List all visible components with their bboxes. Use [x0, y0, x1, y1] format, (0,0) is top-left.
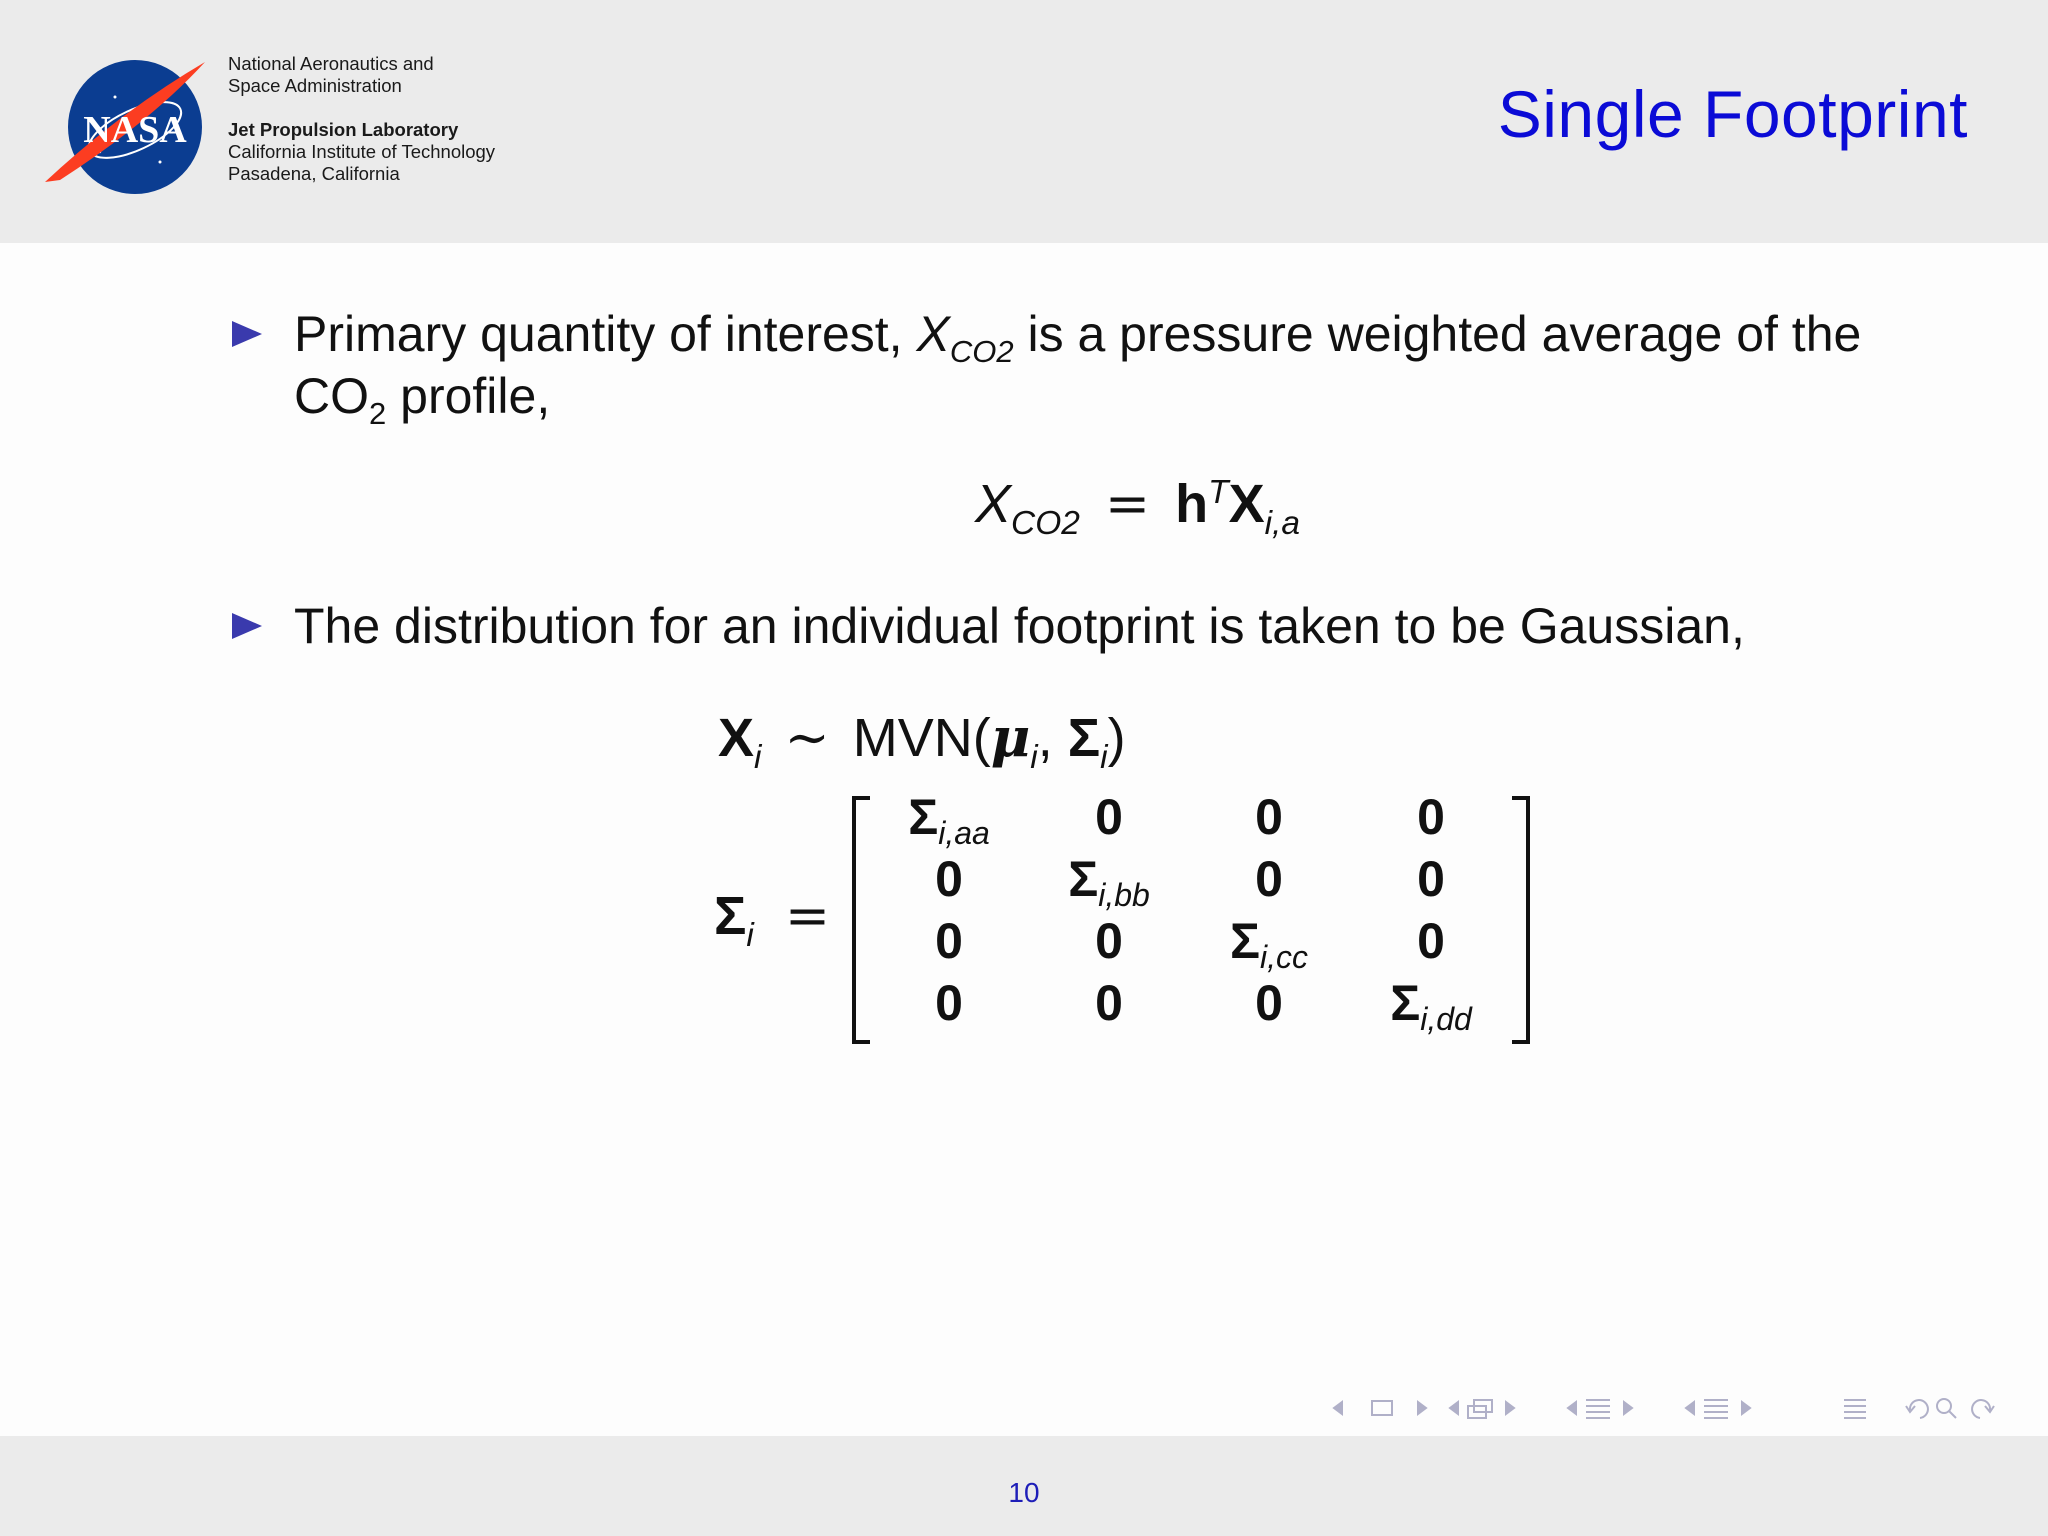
- matrix-right-bracket: [1512, 796, 1530, 1044]
- lab-location: Pasadena, California: [228, 163, 400, 184]
- distribution-equation: $X_i$ ∼ $MVN(\mu_i$, $\Sigma_i$): [718, 705, 1126, 776]
- undo-icon[interactable]: [1972, 1400, 1994, 1418]
- page-number: 10: [1008, 1477, 1040, 1508]
- bullet-2-text: The distribution for an individual footprint is taken to be Gaussian,: [294, 598, 1745, 654]
- matrix-zero-cell: 0: [935, 975, 963, 1031]
- matrix-diag-cell: $\Sigma_{i,cc}$: [1229, 913, 1308, 975]
- org-name-line1: National Aeronautics and: [228, 53, 434, 74]
- matrix-left-bracket: [852, 796, 870, 1044]
- matrix-zero-cell: 0: [1417, 851, 1445, 907]
- matrix-zero-cell: 0: [935, 851, 963, 907]
- toc-icon[interactable]: [1844, 1400, 1866, 1418]
- matrix-zero-cell: 0: [1095, 975, 1123, 1031]
- sigma-lhs: $\Sigma_i$ =: [714, 884, 831, 954]
- matrix-diag-cell: $\Sigma_{i,bb}$: [1068, 851, 1150, 913]
- nav-left-icon[interactable]: [1334, 1402, 1342, 1414]
- matrix-zero-cell: 0: [1095, 789, 1123, 845]
- bullet-1-line1: Primary quantity of interest, $X_{CO2}$ is a pressure weighted average of the: [294, 306, 1862, 369]
- appendix-icon[interactable]: [1686, 1400, 1750, 1418]
- org-name-line2: Space Administration: [228, 75, 402, 96]
- slide-header: [0, 0, 2048, 243]
- beamer-nav-bar: [1330, 1388, 2030, 1428]
- xco2-equation: $X_{CO2} = h^TX_{i,a}$: [975, 472, 1300, 542]
- back-icon[interactable]: [1906, 1400, 1928, 1418]
- matrix-diag-cell: $\Sigma_{i,aa}$: [908, 789, 990, 851]
- matrix-zero-cell: 0: [1255, 851, 1283, 907]
- matrix-zero-cell: 0: [1417, 789, 1445, 845]
- matrix-zero-cell: 0: [1255, 975, 1283, 1031]
- lab-name: Jet Propulsion Laboratory: [228, 119, 459, 140]
- bullet-marker-1: [232, 321, 262, 347]
- bullet-marker-2: [232, 613, 262, 639]
- nav-right-icon[interactable]: [1418, 1402, 1426, 1414]
- matrix-zero-cell: 0: [1095, 913, 1123, 969]
- lab-institute: California Institute of Technology: [228, 141, 496, 162]
- matrix-zero-cell: 0: [1417, 913, 1445, 969]
- matrix-zero-cell: 0: [935, 913, 963, 969]
- section-icon[interactable]: [1568, 1400, 1632, 1418]
- matrix-zero-cell: 0: [1255, 789, 1283, 845]
- frame-icon[interactable]: [1372, 1401, 1392, 1415]
- nasa-logo-text: NASA: [83, 109, 187, 151]
- nasa-logo: [40, 52, 215, 197]
- slide-title: Single Footprint: [1497, 77, 1968, 151]
- search-icon[interactable]: [1937, 1399, 1956, 1418]
- matrix-diag-cell: $\Sigma_{i,dd}$: [1390, 975, 1472, 1037]
- bullet-1-line2: $CO_2$ profile,: [294, 368, 551, 431]
- subsection-icon[interactable]: [1450, 1400, 1514, 1418]
